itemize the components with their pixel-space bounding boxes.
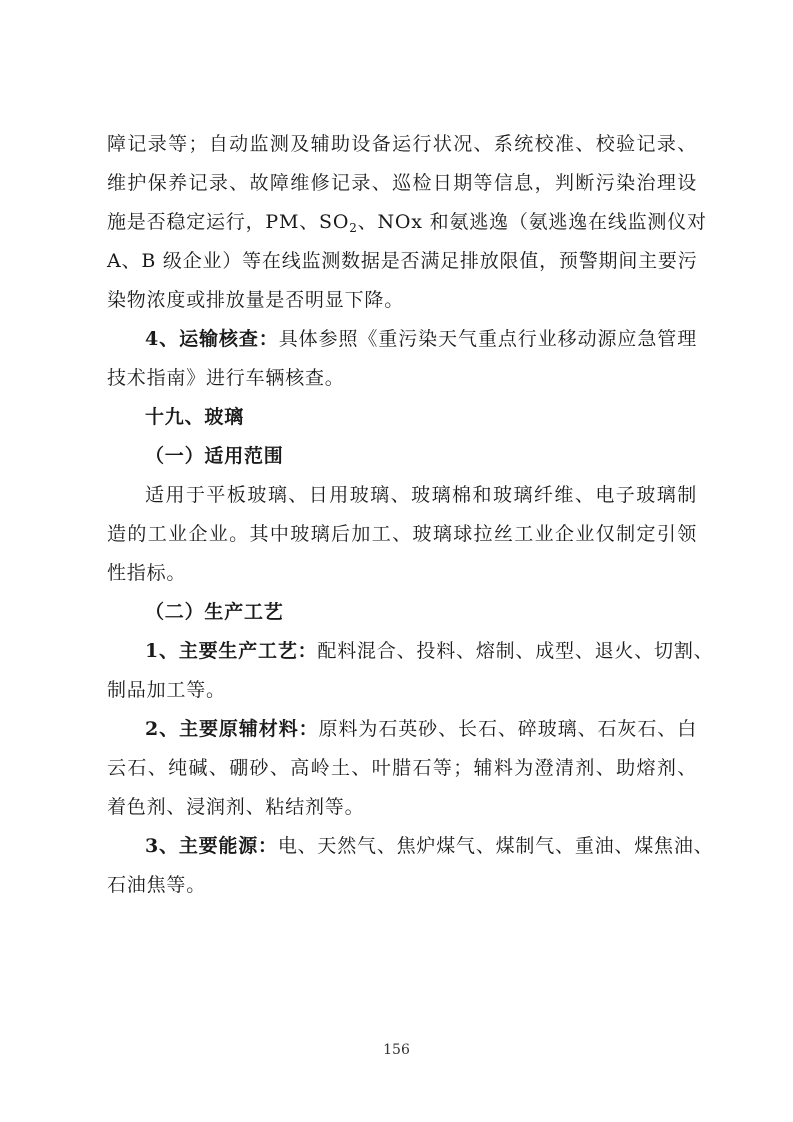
text-line: 造的工业企业。其中玻璃后加工、玻璃球拉丝工业企业仅制定引领 (107, 523, 697, 545)
subsection-heading: （一）适用范围 (145, 445, 284, 467)
text-line: 性指标。 (107, 562, 187, 584)
text-line (145, 715, 697, 743)
text-line: A、B 级企业）等在线监测数据是否满足排放限值，预警期间主要污 (107, 250, 698, 272)
item-label: 4、运输核查： (145, 328, 279, 350)
text-line (145, 832, 714, 860)
item-label: 1、主要生产工艺： (145, 640, 318, 662)
text-segment: 配料混合、投料、熔制、成型、退火、切割、 (317, 640, 714, 662)
text-line: 云石、纯碱、硼砂、高岭土、叶腊石等；辅料为澄清剂、助熔剂、 (107, 757, 697, 779)
subscript: 2 (349, 221, 358, 235)
section-heading: 十九、玻璃 (145, 406, 245, 428)
text-segment: 原料为石英砂、长石、碎玻璃、石灰石、白 (318, 718, 697, 740)
text-line: 维护保养记录、故障维修记录、巡检日期等信息，判断污染治理设 (107, 172, 697, 194)
text-segment: 电、天然气、焦炉煤气、煤制气、重油、煤焦油、 (277, 835, 714, 857)
text-line: 染物浓度或排放量是否明显下降。 (107, 289, 405, 311)
text-line: 着色剂、浸润剂、粘结剂等。 (107, 796, 365, 818)
text-line: 石油焦等。 (107, 874, 207, 896)
text-segment: 具体参照《重污染天气重点行业移动源应急管理 (278, 328, 697, 350)
text-line: 障记录等；自动监测及辅助设备运行状况、系统校准、校验记录、 (107, 133, 697, 155)
text-line: 适用于平板玻璃、日用玻璃、玻璃棉和玻璃纤维、电子玻璃制 (145, 484, 697, 506)
text-line: 制品加工等。 (107, 679, 226, 701)
page-number: 156 (383, 1042, 410, 1058)
text-segment: 、NOx 和氨逃逸（氨逃逸在线监测仪对 (357, 211, 707, 233)
text-line (145, 325, 697, 353)
text-line: 技术指南》进行车辆核查。 (107, 367, 345, 389)
text-segment: 施是否稳定运行，PM、SO (107, 211, 350, 233)
text-line (107, 208, 707, 236)
text-line (145, 637, 714, 665)
item-label: 2、主要原辅材料： (145, 718, 319, 740)
subsection-heading: （二）生产工艺 (145, 601, 284, 623)
item-label: 3、主要能源： (145, 835, 278, 857)
